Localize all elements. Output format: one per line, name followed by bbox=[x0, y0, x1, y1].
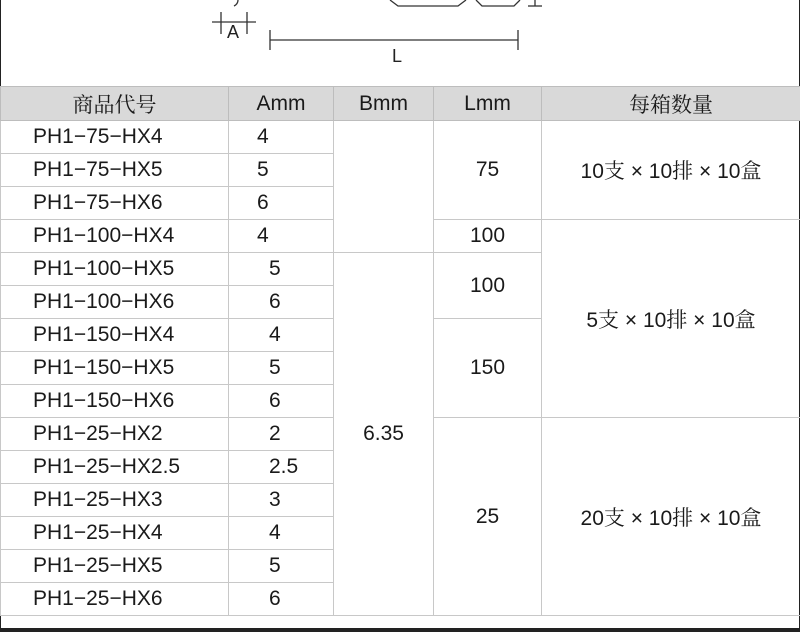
code-cell: PH1−25−HX3 bbox=[1, 484, 229, 517]
table-row bbox=[1, 121, 800, 154]
code-cell: PH1−25−HX2 bbox=[1, 418, 229, 451]
a-cell: 5 bbox=[229, 154, 334, 187]
dimension-diagram bbox=[0, 0, 800, 86]
code-cell: PH1−75−HX5 bbox=[1, 154, 229, 187]
l-cell: 100 bbox=[434, 253, 542, 319]
a-cell: 2 bbox=[229, 418, 334, 451]
a-cell: 6 bbox=[229, 286, 334, 319]
header-code: 商品代号 bbox=[1, 87, 229, 121]
header-qty: 每箱数量 bbox=[542, 87, 800, 121]
code-cell: PH1−25−HX4 bbox=[1, 517, 229, 550]
code-cell: PH1−25−HX2.5 bbox=[1, 451, 229, 484]
product-table bbox=[0, 86, 800, 616]
header-l: Lmm bbox=[434, 87, 542, 121]
a-cell: 4 bbox=[229, 319, 334, 352]
dimension-label-l: L bbox=[392, 46, 403, 66]
a-cell: 4 bbox=[229, 220, 334, 253]
a-cell: 2.5 bbox=[229, 451, 334, 484]
code-cell: PH1−100−HX5 bbox=[1, 253, 229, 286]
qty-cell: 5支 × 10排 × 10盒 bbox=[542, 220, 800, 418]
a-cell: 3 bbox=[229, 484, 334, 517]
bottom-border bbox=[0, 628, 800, 631]
l-cell: 25 bbox=[434, 418, 542, 616]
b-cell-empty bbox=[334, 121, 434, 253]
header-a: Amm bbox=[229, 87, 334, 121]
code-cell: PH1−25−HX6 bbox=[1, 583, 229, 616]
a-cell: 4 bbox=[229, 517, 334, 550]
l-cell: 150 bbox=[434, 319, 542, 418]
l-cell: 100 bbox=[434, 220, 542, 253]
a-cell: 6 bbox=[229, 583, 334, 616]
code-cell: PH1−100−HX4 bbox=[1, 220, 229, 253]
b-cell: 6.35 bbox=[334, 253, 434, 616]
a-cell: 5 bbox=[229, 550, 334, 583]
code-cell: PH1−100−HX6 bbox=[1, 286, 229, 319]
a-cell: 5 bbox=[229, 253, 334, 286]
code-cell: PH1−75−HX4 bbox=[1, 121, 229, 154]
a-cell: 5 bbox=[229, 352, 334, 385]
code-cell: PH1−75−HX6 bbox=[1, 187, 229, 220]
qty-cell: 20支 × 10排 × 10盒 bbox=[542, 418, 800, 616]
a-cell: 6 bbox=[229, 187, 334, 220]
code-cell: PH1−25−HX5 bbox=[1, 550, 229, 583]
qty-cell: 10支 × 10排 × 10盒 bbox=[542, 121, 800, 220]
header-row bbox=[1, 87, 800, 121]
l-cell: 75 bbox=[434, 121, 542, 220]
a-cell: 6 bbox=[229, 385, 334, 418]
code-cell: PH1−150−HX5 bbox=[1, 352, 229, 385]
code-cell: PH1−150−HX4 bbox=[1, 319, 229, 352]
code-cell: PH1−150−HX6 bbox=[1, 385, 229, 418]
a-cell: 4 bbox=[229, 121, 334, 154]
header-b: Bmm bbox=[334, 87, 434, 121]
dimension-label-a: A bbox=[227, 22, 240, 42]
